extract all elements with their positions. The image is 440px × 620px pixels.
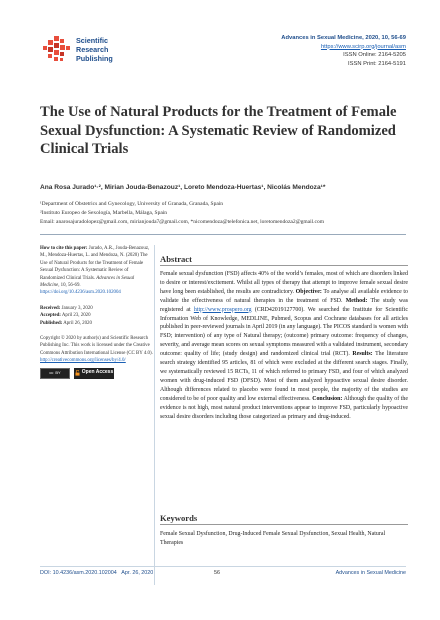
paper-title: The Use of Natural Products for the Treatment of Female Sexual Dysfunction: A Systematic Review of Randomized Clinical Trials xyxy=(40,104,397,157)
abstract-heading: Abstract xyxy=(160,254,192,264)
affiliation-2: ²Instituto Europeo de Sexología, Marbella, Málaga, Spain xyxy=(40,209,168,216)
received-date: January 3, 2020 xyxy=(61,305,93,311)
publisher-logo xyxy=(40,34,180,66)
cite-journal: Advances in Sexual Medicine xyxy=(40,275,135,289)
abstract-rule xyxy=(160,265,408,266)
affiliations xyxy=(40,200,405,226)
cite-label: How to cite this paper: xyxy=(40,246,88,251)
keywords-text: Female Sexual Dysfunction, Drug-Induced Female Sexual Dysfunction, Sexual Health, Natural Therapies xyxy=(160,531,386,546)
article-sidebar xyxy=(40,245,153,387)
received-label: Received: xyxy=(40,305,61,311)
published-date: April 26, 2020 xyxy=(63,320,92,326)
page-number: 56 xyxy=(214,570,220,576)
keywords-heading: Keywords xyxy=(160,513,198,523)
publisher-line: Publishing xyxy=(76,54,113,63)
objective-text: To analyse all available evidence to validate the effectiveness of natural therapies in the treatment of FSD. xyxy=(160,288,408,304)
abstract-body xyxy=(160,270,408,421)
objective-label: Objective: xyxy=(295,288,322,295)
results-text: The literature search strategy identified 95 articles, 81 of which were excluded at the different search stages. Finally, we systematically reviewed 15 RCTs, 11 of which referred to primary FSD, and four of which analyzed women with drug-induced FSD (DFSD). Most of them analyzed hypoactive sexual desire disorder. Although differences related to placebo were found in most people, the majority of the studies are considered to be of poor quality and low external effectiveness. xyxy=(160,351,408,402)
issn-online: ISSN Online: 2164-5205 xyxy=(343,52,406,59)
cite-doi-link[interactable]: https://doi.org/10.4236/asm.2020.102004 xyxy=(40,290,121,296)
publisher-line: Scientific xyxy=(76,36,108,45)
method-text-pre: The study was registered at xyxy=(160,297,408,313)
results-label: Results: xyxy=(352,351,373,358)
divider xyxy=(40,234,406,235)
journal-citation: Advances in Sexual Medicine, 2020, 10, 56-69 xyxy=(281,35,406,41)
footer-journal: Advances in Sexual Medicine xyxy=(335,570,406,576)
accepted-label: Accepted: xyxy=(40,313,61,319)
license-badges xyxy=(40,368,153,379)
scirp-logo-icon xyxy=(40,34,72,66)
keywords-rule xyxy=(160,524,408,525)
author-emails: Email: anarosajuradolopez@gmail.com, mirianjouda7@gmail.com, *nicomendoza@telefonica.net, loretomendoza2@gmail.com xyxy=(40,218,325,225)
cc-by-badge[interactable] xyxy=(40,368,70,379)
published-label: Published: xyxy=(40,320,63,326)
cc-icon: cc xyxy=(49,370,54,376)
by-icon: BY xyxy=(55,370,61,376)
open-access-badge[interactable] xyxy=(74,368,114,379)
accepted-date: April 23, 2020 xyxy=(61,313,91,319)
abstract-intro: Female sexual dysfunction (FSD) affects 40% of the world’s females, most of which are disorders linked to desire or interest/excitement. Whilst all types of therapy that attempt to improve female sexual desire have long been established, the results are contradictory. xyxy=(160,271,408,295)
license-link[interactable]: http://creativecommons.org/licenses/by/4.0/ xyxy=(40,358,126,364)
cite-text: Jurado, A.R., Jouda-Benazouz, M., Mendoza-Huertas, L. and Mendoza, N. (2020) The Use of Natural Products for the Treatment of Female Sexual Dysfunction: A Systematic Review of Randomized Clinical Trials. xyxy=(40,246,150,281)
journal-info xyxy=(206,34,406,68)
dates-block xyxy=(40,305,153,327)
conclusion-label: Conclusion: xyxy=(312,395,343,402)
prospero-link[interactable]: http://www.prospero.org xyxy=(193,306,252,313)
open-access-label: Open Access xyxy=(81,369,114,376)
cite-volume: , 10, 56-69. xyxy=(58,283,81,289)
citation-block xyxy=(40,245,153,297)
footer-rule xyxy=(40,566,406,567)
footer-doi-text: DOI: 10.4236/asm.2020.102004 xyxy=(40,570,117,576)
author-list: Ana Rosa Jurado¹·², Mirian Jouda-Benazouz¹, Loreto Mendoza-Huertas¹, Nicolás Mendoza¹* xyxy=(40,184,326,191)
copyright-block xyxy=(40,335,153,379)
footer-date: Apr. 26, 2020 xyxy=(121,570,154,576)
method-label: Method: xyxy=(345,297,368,304)
conclusion-text: Although the quality of the evidence is not high, most natural product interventions appear to improve FSD, particularly hypoactive sexual desire disorders including those categorized as primary and drug-induced. xyxy=(160,395,408,420)
method-text: (CRD42019127700). We searched the Institute for Scientific Information Web of Knowledge, MEDLINE, Pubmed, Scopus and Cochrane databases for all articles published in peer-reviewed journals in April 2019 (in any language). The PICOS standard is women with FSD; intervention) of any type of Natural therapy; (outcome) primary outcome: frequency of changes, severity, and average mean scores on sexual symptoms measured with a validated instrument, secondary outcome: quality of life; (study design) and randomized clinical trial (RCT). xyxy=(160,306,408,358)
publisher-name xyxy=(76,36,113,63)
affiliation-1: ¹Department of Obstetrics and Gynecology, University of Granada, Granada, Spain xyxy=(40,201,224,207)
column-divider xyxy=(154,245,155,585)
footer-doi xyxy=(40,570,153,576)
publisher-line: Research xyxy=(76,45,109,54)
journal-url-link[interactable]: https://www.scirp.org/journal/asm xyxy=(320,43,406,50)
copyright-text: Copyright © 2020 by author(s) and Scientific Research Publishing Inc. This work is licensed under the Creative Commons Attribution International License (CC BY 4.0). xyxy=(40,336,153,356)
issn-print: ISSN Print: 2164-5191 xyxy=(347,60,406,67)
open-lock-icon xyxy=(75,370,80,376)
